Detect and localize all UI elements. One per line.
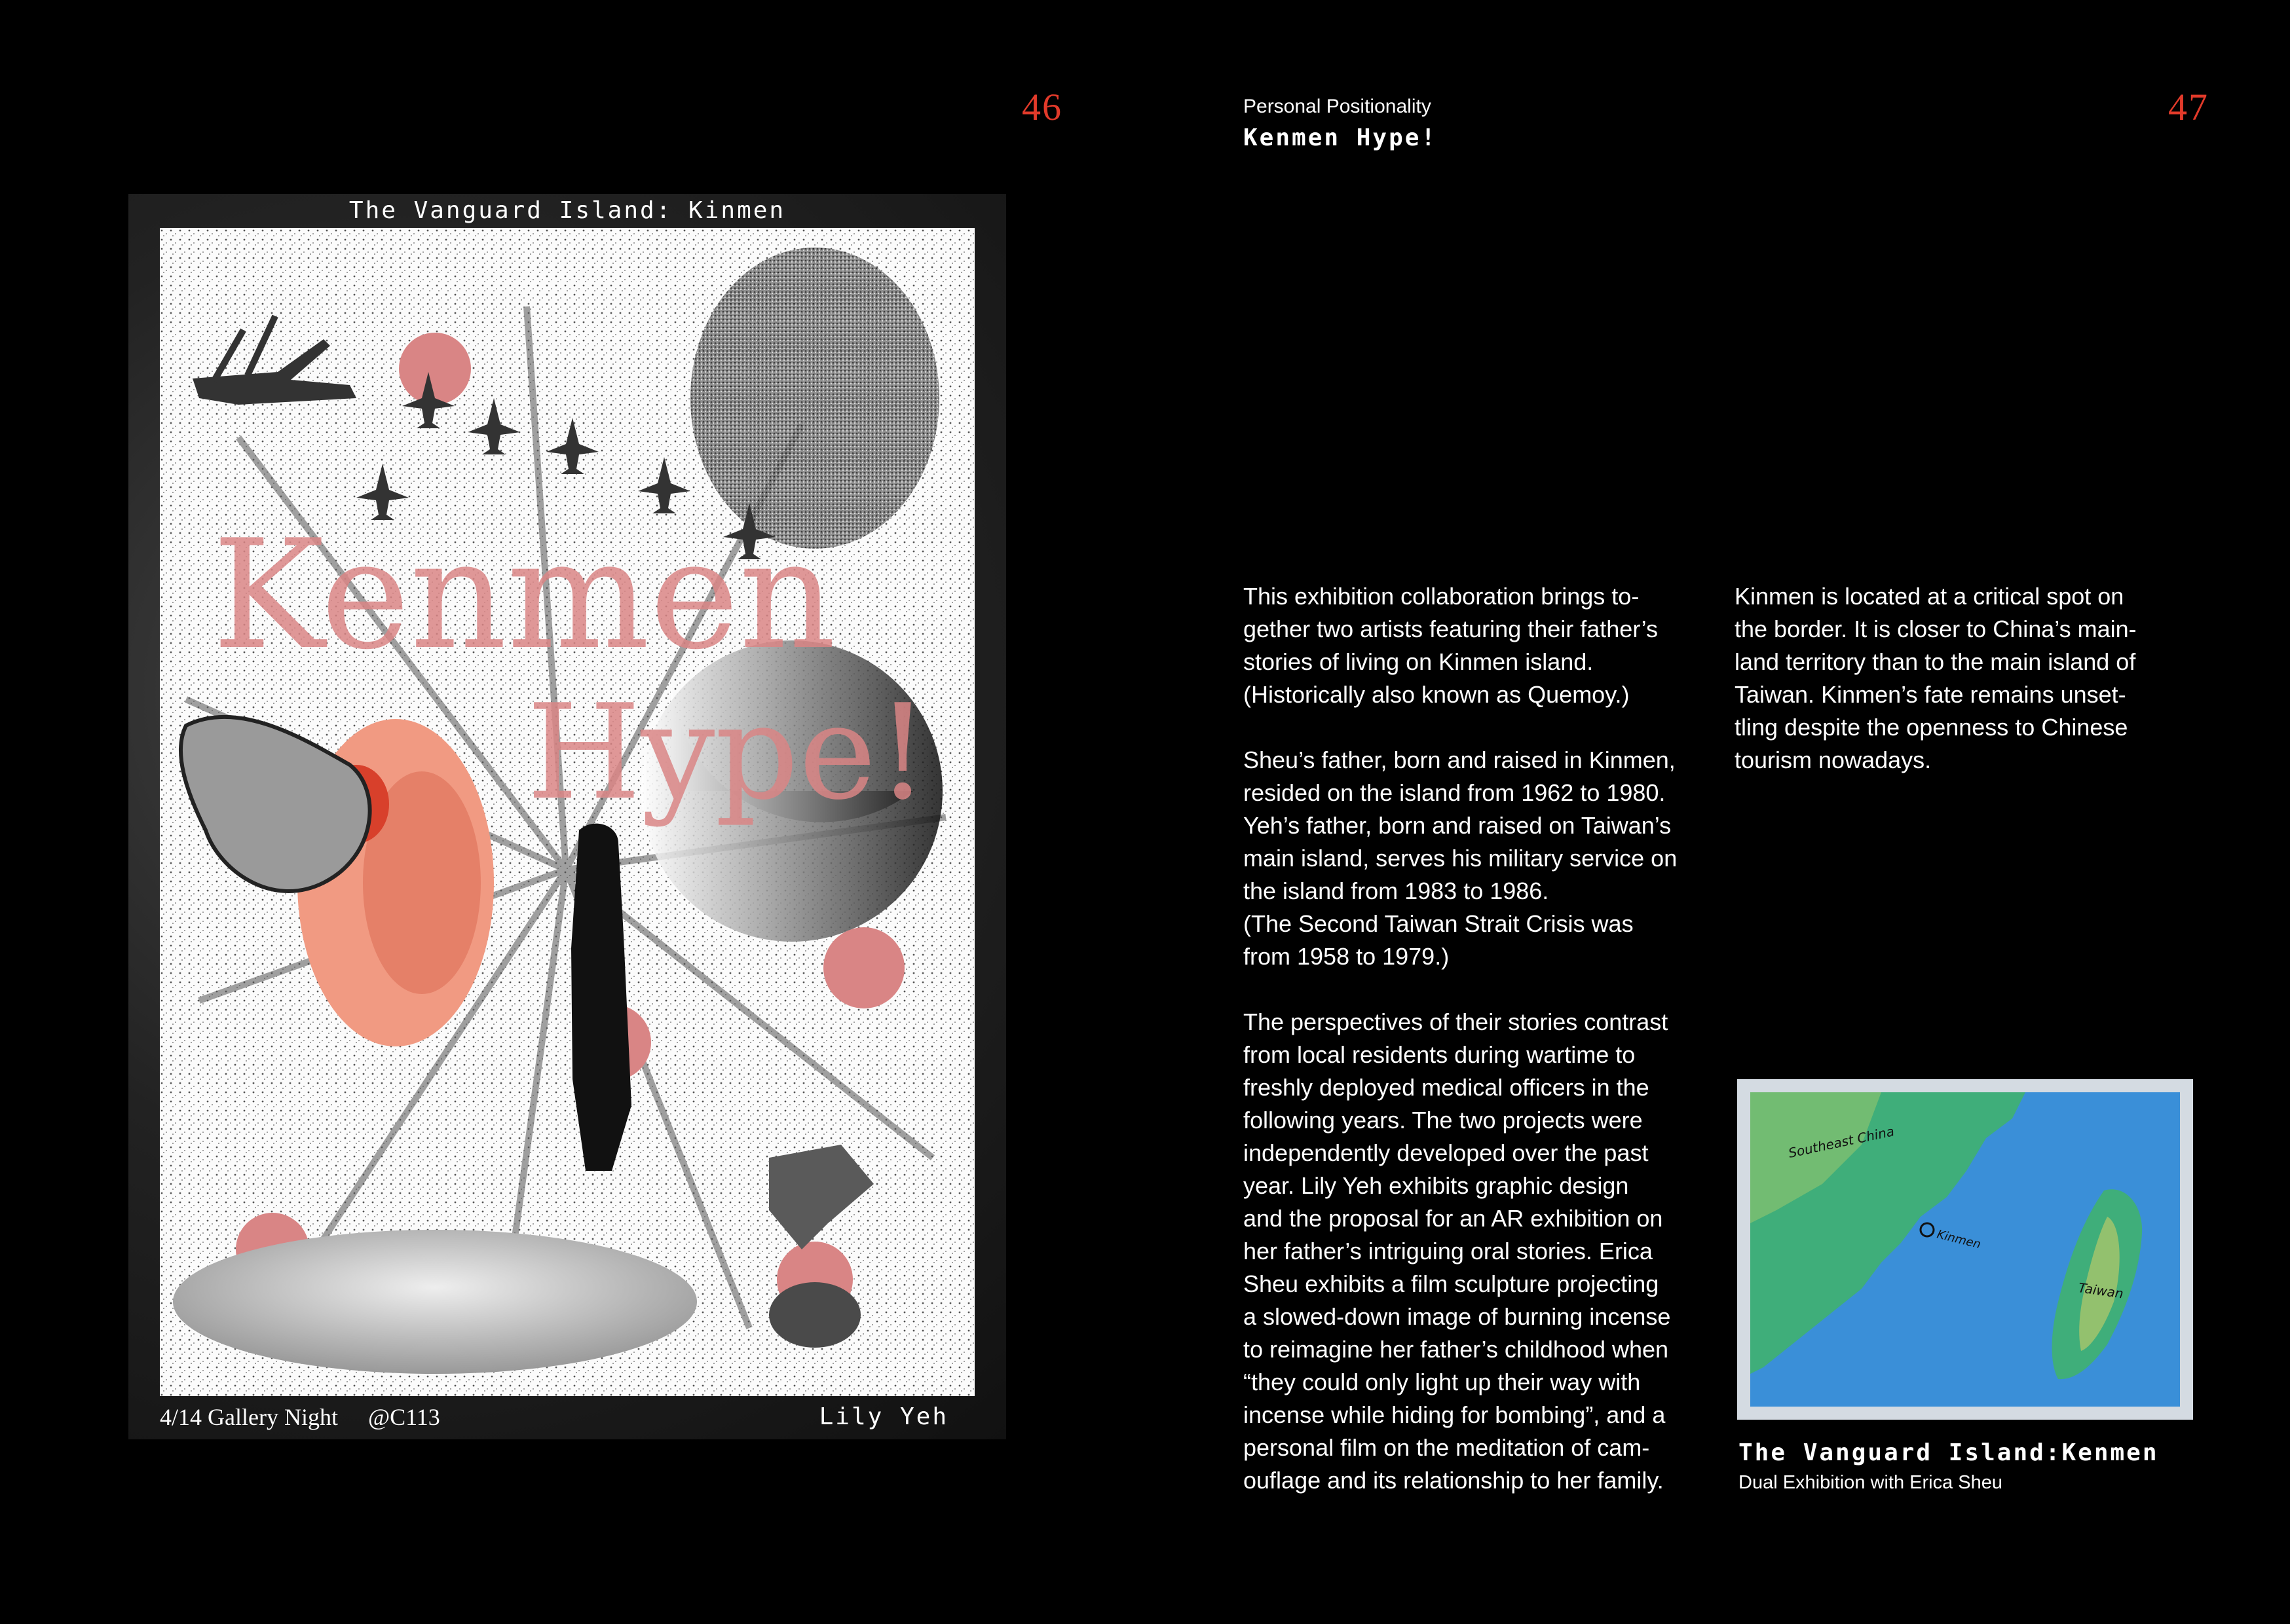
page-number-left: 46	[1022, 86, 1062, 128]
page-number-right: 47	[2168, 86, 2209, 128]
map-label-china: Southeast China	[1787, 1123, 1896, 1161]
poster-date: 4/14 Gallery Night	[160, 1404, 338, 1430]
exhibition-poster	[128, 194, 1006, 1439]
poster-header: The Vanguard Island: Kinmen	[348, 197, 786, 224]
map-label-kinmen: Kinmen	[1935, 1227, 1983, 1252]
mouse-sculpture	[173, 1230, 697, 1374]
smoke-cloud	[690, 248, 939, 549]
poster-title-line-1: Kenmen	[212, 508, 836, 683]
map-label-taiwan: Taiwan	[2077, 1280, 2125, 1302]
bird	[769, 1282, 861, 1348]
poster-collage	[160, 228, 975, 1396]
section-label: Personal Positionality	[1243, 96, 1431, 117]
poster-venue: @C113	[367, 1404, 440, 1430]
body-column-2: Kinmen is located at a critical spot on the border. It is closer to China’s main- land territory than to the main island of Taiwan. Kinmen’s fate remains unset- tling despite the openness to Chinese tourism nowadays.	[1735, 583, 2137, 773]
map-caption-title: The Vanguard Island:Kenmen	[1738, 1439, 2159, 1466]
poster-artwork	[160, 228, 975, 1396]
map-caption-subtitle: Dual Exhibition with Erica Sheu	[1738, 1472, 2002, 1493]
running-title: Kenmen Hype!	[1243, 124, 1438, 151]
poster-footer	[160, 1399, 975, 1435]
body-column-1: This exhibition collaboration brings to- gether two artists featuring their father’s stories of living on Kinmen island. (Historically also known as Quemoy.) Sheu’s father, born and raised in Kinmen, resided on the island from 1962 to 1980. Yeh’s father, born and raised on Taiwan’s main island, serves his military service on the island from 1983 to 1986. (The Second Taiwan Strait Crisis was from 1958 to 1979.) The perspectives of their stories contrast from local residents during wartime to freshly deployed medical officers in the following years. The two projects were independently developed over the past year. Lily Yeh exhibits graphic design and the proposal for an AR exhibition on her father’s intriguing oral stories. Erica Sheu exhibits a film sculpture projecting a slowed-down image of burning incense to reimagine her father’s childhood when “they could only light up their way with incense while hiding for bombing”, and a personal film on the meditation of cam- ouflage and its relationship to her family.	[1243, 583, 1678, 1494]
poster-artist: Lily Yeh	[819, 1403, 948, 1430]
map-figure	[1737, 1079, 2193, 1420]
poster-title-line-2: Hype!	[527, 676, 929, 829]
map-image	[1750, 1092, 2180, 1407]
